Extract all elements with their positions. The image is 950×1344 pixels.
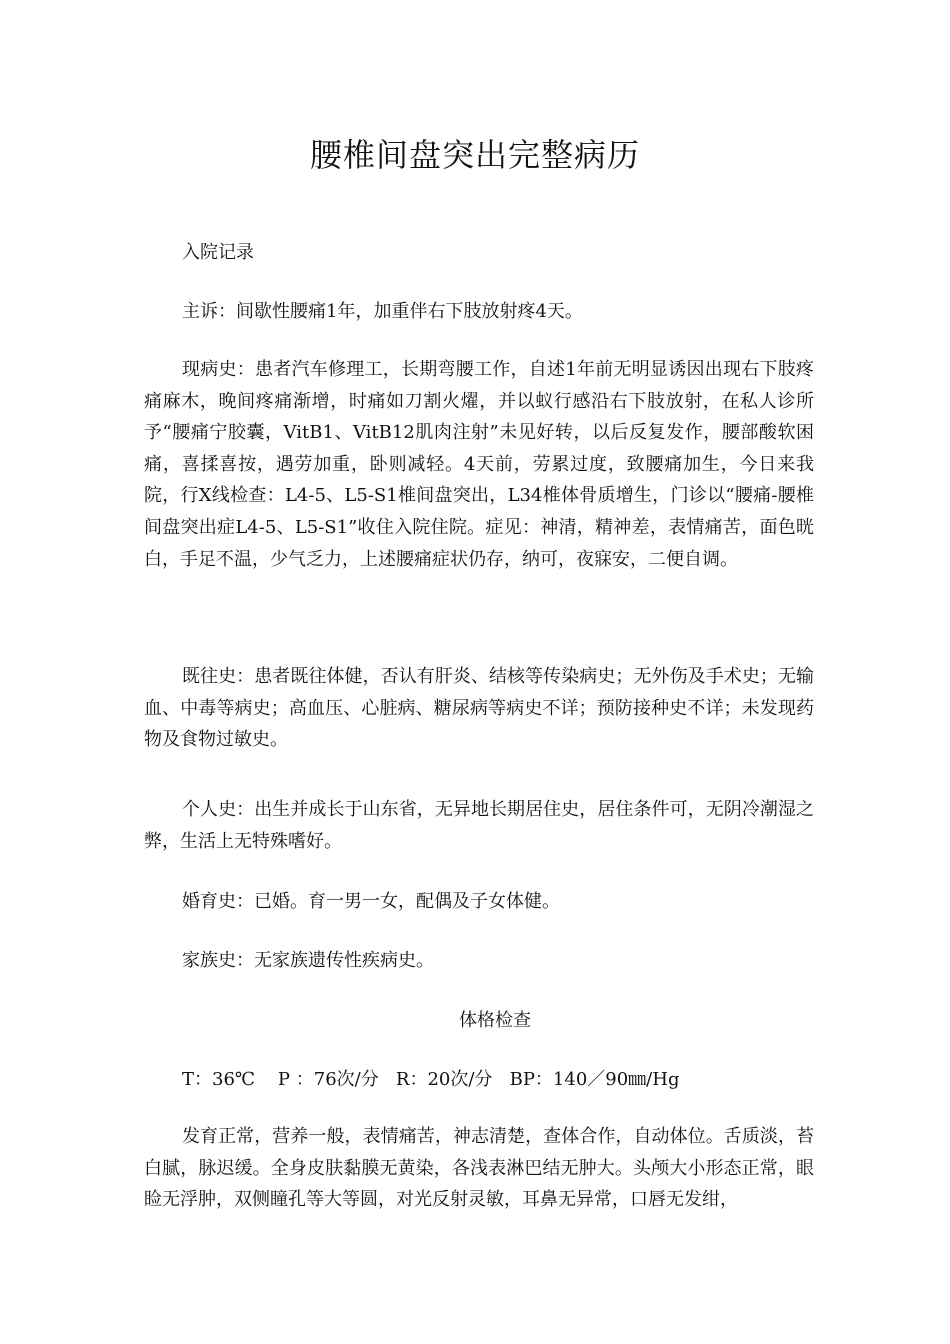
personal-history-paragraph: 个人史：出生并成长于山东省，无异地长期居住史，居住条件可，无阴冷潮湿之弊，生活上无特殊嗜好。: [144, 799, 814, 852]
present-illness-paragraph: 现病史：患者汽车修理工，长期弯腰工作，自述1年前无明显诱因出现右下肢疼痛麻木，晚间疼痛渐增，时痛如刀割火燿，并以蚁行感沿右下肢放射，在私人诊所予“腰痛宁胶囊，VitB1、VitB12肌肉注射”未见好转，以后反复发作，腰部酸软困痛，喜揉喜按，遇劳加重，卧则减轻。4天前，劳累过度，致腰痛加生，今日来我院，行X线检查：L4-5、L5-S1椎间盘突出，L34椎体骨质增生，门诊以“腰痛-腰椎间盘突出症L4-5、L5-S1”收住入院住院。症见：神清，精神差，表情痛苦，面色晄白，手足不温，少气乏力，上述腰痛症状仍存，纳可，夜寐安，二便自调。: [144, 359, 814, 570]
document-title: 腰椎间盘突出完整病历: [309, 136, 640, 174]
physical-exam-heading: 体格检查: [459, 1010, 531, 1031]
section-label-admission-record: 入院记录: [182, 242, 254, 263]
vital-signs-line: T：36℃ P ：76次/分 R：20次/分 BP：140／90㎜/Hg: [182, 1069, 680, 1090]
family-history-paragraph: 家族史：无家族遗传性疾病史。: [182, 950, 434, 971]
chief-complaint-paragraph: 主诉：间歇性腰痛1年，加重伴右下肢放射疼4天。: [182, 301, 583, 322]
marital-history-paragraph: 婚育史：已婚。育一男一女，配偶及子女体健。: [182, 891, 560, 912]
past-history-paragraph: 既往史：患者既往体健，否认有肝炎、结核等传染病史；无外伤及手术史；无输血、中毒等病史；高血压、心脏病、糖尿病等病史不详；预防接种史不详；未发现药物及食物过敏史。: [144, 666, 814, 751]
exam-findings-paragraph: 发育正常，营养一般，表情痛苦，神志清楚，查体合作，自动体位。舌质淡，苔白腻，脉迟缓。全身皮肤黏膜无黄染，各浅表淋巴结无肿大。头颅大小形态正常，眼睑无浮肿，双侧瞳孔等大等圆，对光反射灵敏，耳鼻无异常，口唇无发绀，: [144, 1126, 814, 1211]
